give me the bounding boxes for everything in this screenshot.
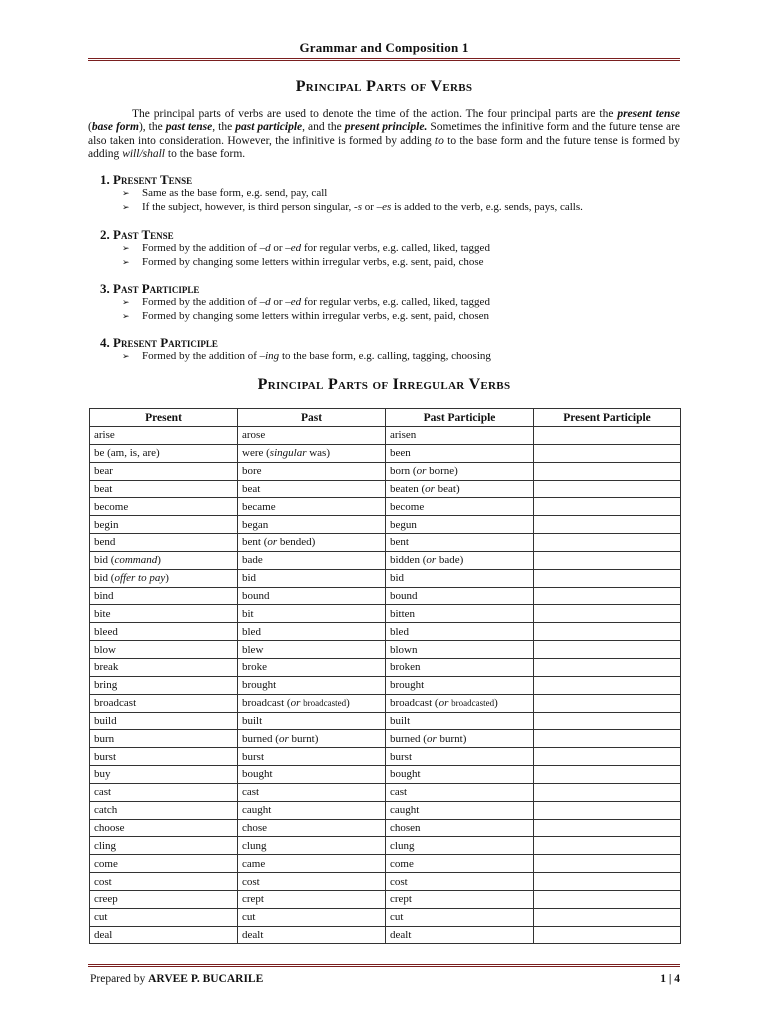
cell-present: be (am, is, are) [90,444,238,462]
table-row [90,855,681,873]
cell-present: buy [90,766,238,784]
cell-past-participle: bitten [386,605,534,623]
cell-past-participle: blown [386,641,534,659]
table-row [90,730,681,748]
cell-present-participle [534,587,681,605]
cell-past-participle: beaten (or beat) [386,480,534,498]
cell-present-participle [534,534,681,552]
cell-past: bound [238,587,386,605]
cell-past-participle: arisen [386,427,534,445]
cell-past: began [238,516,386,534]
footer-credit [90,973,263,985]
cell-present-participle [534,427,681,445]
cell-present-participle [534,694,681,712]
header-title: Grammar and Composition 1 [299,40,469,55]
table-row [90,623,681,641]
cell-past-participle: dealt [386,926,534,944]
cell-present: begin [90,516,238,534]
list-item [122,201,680,215]
irregular-verbs-table [89,408,681,944]
cell-present: broadcast [90,694,238,712]
section-list [100,296,680,323]
cell-present-participle [534,569,681,587]
list-item [122,296,680,310]
table-row [90,819,681,837]
cell-past-participle: begun [386,516,534,534]
cell-present: beat [90,480,238,498]
cell-present-participle [534,480,681,498]
list-item [122,310,680,324]
cell-past-participle: broadcast (or broadcasted) [386,694,534,712]
section-present-tense [100,172,680,214]
list-item-text: Formed by the addition of –d or –ed for regular verbs, e.g. called, liked, tagged [142,296,490,308]
page-title: Principal Parts of Verbs [295,78,473,95]
table-row [90,587,681,605]
arrow-bullet-icon: ➢ [122,243,130,253]
cell-past-participle: come [386,855,534,873]
cell-past: dealt [238,926,386,944]
cell-past: cut [238,908,386,926]
cell-present: cast [90,783,238,801]
cell-past-participle: bound [386,587,534,605]
cell-past: were (singular was) [238,444,386,462]
intro-text: The principal parts of verbs are used to denote the time of the action. The four principal parts are the present tense (base form), the past tense, the past participle, and the present principle. Sometimes the infinitive form and the future tense are also taken into consideration. However, the infinitive is formed by adding to to the base form and the future tense is formed by adding will/shall to the base form. [88,108,681,161]
table-row [90,801,681,819]
cell-present: cling [90,837,238,855]
cell-past-participle: clung [386,837,534,855]
cell-present: catch [90,801,238,819]
cell-present-participle [534,837,681,855]
cell-past-participle: built [386,712,534,730]
table-row [90,480,681,498]
arrow-bullet-icon: ➢ [122,256,130,267]
arrow-bullet-icon: ➢ [122,188,130,198]
section-list [100,350,680,364]
table-row [90,694,681,712]
table-row [90,783,681,801]
list-item [122,256,680,270]
cell-past-participle: burst [386,748,534,766]
cell-past: beat [238,480,386,498]
page-number: 1 | 4 [660,973,680,985]
cell-past: cost [238,873,386,891]
cell-past: bore [238,462,386,480]
cell-past-participle: bidden (or bade) [386,551,534,569]
irregular-verbs-title: Principal Parts of Irregular Verbs [257,376,511,393]
cell-past-participle: cast [386,783,534,801]
section-heading: 3. Past Participle [100,281,200,296]
table-header-row [90,409,681,427]
cell-present-participle [534,819,681,837]
cell-present: bid (command) [90,551,238,569]
cell-past-participle: bid [386,569,534,587]
cell-present-participle [534,516,681,534]
table-row [90,569,681,587]
cell-present: burn [90,730,238,748]
cell-past: cast [238,783,386,801]
table-row [90,748,681,766]
list-item-text: Formed by the addition of –d or –ed for regular verbs, e.g. called, liked, tagged [142,242,490,254]
list-item-text: Formed by changing some letters within irregular verbs, e.g. sent, paid, chose [142,255,484,268]
cell-present: cost [90,873,238,891]
cell-present: bring [90,676,238,694]
column-header-present: Present [90,409,238,427]
section-heading: 4. Present Participle [100,335,218,350]
arrow-bullet-icon: ➢ [122,310,130,321]
cell-present-participle [534,658,681,676]
section-list [100,242,680,269]
cell-present-participle [534,783,681,801]
cell-present: become [90,498,238,516]
cell-past: arose [238,427,386,445]
cell-present: bend [90,534,238,552]
table-row [90,908,681,926]
cell-past: brought [238,676,386,694]
cell-past: burst [238,748,386,766]
table-row [90,444,681,462]
cell-past: crept [238,890,386,908]
cell-present: arise [90,427,238,445]
arrow-bullet-icon: ➢ [122,297,130,307]
cell-past: came [238,855,386,873]
column-header-present-participle: Present Participle [534,409,681,427]
cell-present: blow [90,641,238,659]
cell-present: bear [90,462,238,480]
cell-present: cut [90,908,238,926]
cell-present: bite [90,605,238,623]
table-row [90,890,681,908]
cell-past-participle: bought [386,766,534,784]
cell-present-participle [534,730,681,748]
table-row [90,766,681,784]
section-present-participle [100,335,680,364]
cell-past: broadcast (or broadcasted) [238,694,386,712]
cell-past-participle: broken [386,658,534,676]
cell-past: chose [238,819,386,837]
cell-past-participle: been [386,444,534,462]
cell-past: became [238,498,386,516]
cell-present-participle [534,551,681,569]
cell-past-participle: become [386,498,534,516]
list-item-text: Formed by the addition of –ing to the base form, e.g. calling, tagging, choosing [142,350,491,362]
section-past-tense [100,227,680,269]
cell-past-participle: chosen [386,819,534,837]
section-heading: 1. Present Tense [100,172,193,187]
intro-paragraph [88,108,680,162]
cell-present-participle [534,712,681,730]
cell-past: bled [238,623,386,641]
cell-past-participle: bled [386,623,534,641]
cell-present-participle [534,605,681,623]
list-item [122,350,680,364]
cell-past-participle: cut [386,908,534,926]
cell-present: bleed [90,623,238,641]
cell-present-participle [534,623,681,641]
section-past-participle [100,281,680,323]
list-item [122,187,680,201]
cell-past: bid [238,569,386,587]
cell-present-participle [534,444,681,462]
cell-past: broke [238,658,386,676]
table-row [90,516,681,534]
list-item-text: If the subject, however, is third person singular, -s or –es is added to the verb, e.g. sends, pays, calls. [142,200,583,213]
cell-present: come [90,855,238,873]
cell-past: built [238,712,386,730]
cell-past-participle: burned (or burnt) [386,730,534,748]
cell-present-participle [534,873,681,891]
cell-past: bent (or bended) [238,534,386,552]
cell-present-participle [534,676,681,694]
cell-past: blew [238,641,386,659]
footer-author: ARVEE P. BUCARILE [148,973,264,985]
cell-past-participle: caught [386,801,534,819]
cell-present-participle [534,766,681,784]
table-row [90,676,681,694]
cell-present-participle [534,498,681,516]
cell-past: caught [238,801,386,819]
header-rule [88,58,680,61]
footer-prefix: Prepared by [90,973,146,985]
table-row [90,926,681,944]
table-row [90,427,681,445]
table-row [90,462,681,480]
cell-past-participle: born (or borne) [386,462,534,480]
section-heading: 2. Past Tense [100,227,174,242]
cell-past: bade [238,551,386,569]
table-row [90,658,681,676]
cell-present: burst [90,748,238,766]
cell-past: bit [238,605,386,623]
cell-present-participle [534,855,681,873]
cell-present: choose [90,819,238,837]
cell-past-participle: brought [386,676,534,694]
cell-past-participle: bent [386,534,534,552]
cell-past-participle: cost [386,873,534,891]
cell-present-participle [534,801,681,819]
column-header-past: Past [238,409,386,427]
table-row [90,837,681,855]
table-row [90,641,681,659]
cell-present-participle [534,926,681,944]
cell-present: build [90,712,238,730]
cell-present-participle [534,908,681,926]
table-row [90,498,681,516]
cell-present: creep [90,890,238,908]
table-row [90,712,681,730]
cell-past: clung [238,837,386,855]
cell-present: deal [90,926,238,944]
cell-present: bind [90,587,238,605]
cell-present: bid (offer to pay) [90,569,238,587]
cell-present-participle [534,748,681,766]
cell-present-participle [534,890,681,908]
cell-present-participle [534,641,681,659]
table-row [90,534,681,552]
arrow-bullet-icon: ➢ [122,201,130,212]
cell-past-participle: crept [386,890,534,908]
arrow-bullet-icon: ➢ [122,351,130,361]
cell-present: break [90,658,238,676]
section-list [100,187,680,214]
cell-past: bought [238,766,386,784]
table-row [90,605,681,623]
table-row [90,551,681,569]
column-header-past-participle: Past Participle [386,409,534,427]
list-item [122,242,680,256]
cell-present-participle [534,462,681,480]
table-row [90,873,681,891]
list-item-text: Same as the base form, e.g. send, pay, call [142,187,328,199]
footer-rule [88,964,680,967]
list-item-text: Formed by changing some letters within irregular verbs, e.g. sent, paid, chosen [142,309,490,322]
table-body [90,427,681,944]
cell-past: burned (or burnt) [238,730,386,748]
